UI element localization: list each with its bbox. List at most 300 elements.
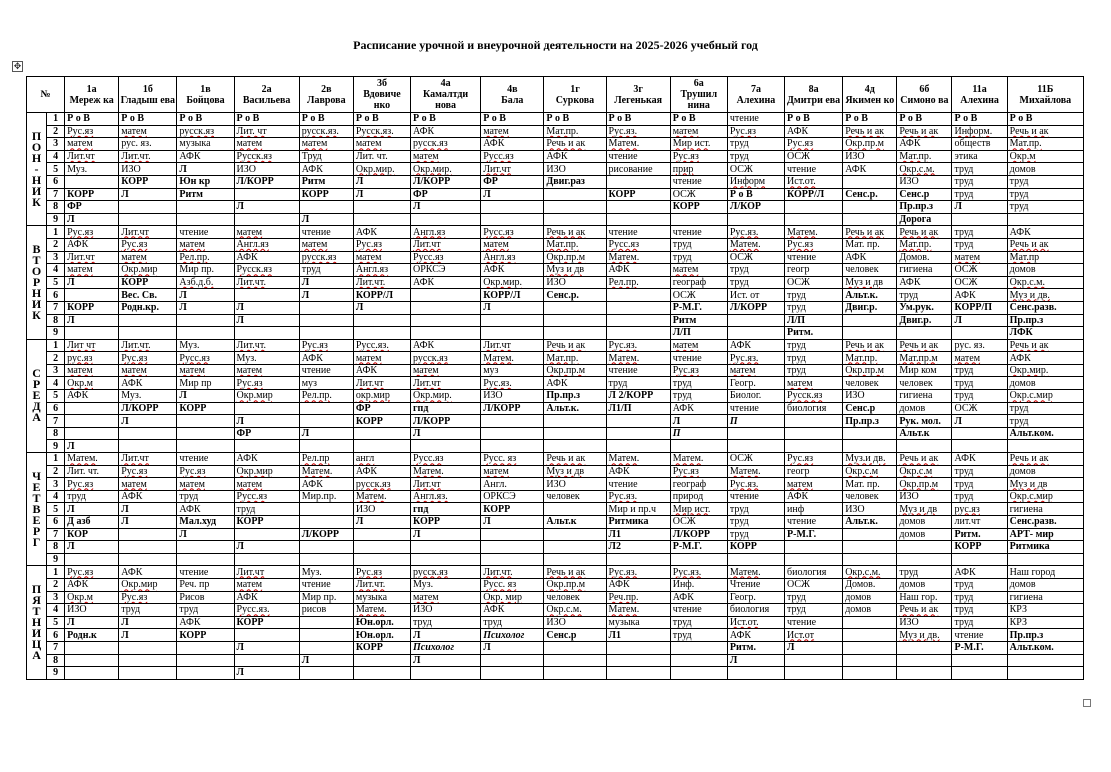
lesson-cell xyxy=(119,667,177,680)
lesson-cell: АФК xyxy=(843,251,897,264)
lesson-cell: Л xyxy=(299,276,353,289)
day-letter: Ц xyxy=(31,637,42,652)
lesson-cell: Муз и дв xyxy=(544,465,606,478)
class-grade: 3б xyxy=(376,78,387,89)
lesson-number: 3 xyxy=(47,591,65,604)
lesson-cell: чтение xyxy=(299,578,353,591)
lesson-cell: Русс.яз xyxy=(411,453,481,466)
lesson-cell: Р о В xyxy=(1007,113,1083,126)
lesson-cell: Рус.яз. xyxy=(606,490,670,503)
lesson-cell: Окр.с.м. xyxy=(544,604,606,617)
lesson-cell xyxy=(353,201,410,214)
lesson-cell: Рус.яз xyxy=(670,364,727,377)
lesson-cell xyxy=(177,641,234,654)
lesson-cell xyxy=(727,314,784,327)
lesson-cell: АФК xyxy=(1007,226,1083,239)
lesson-number: 4 xyxy=(47,150,65,163)
lesson-cell: природ xyxy=(670,490,727,503)
lesson-cell xyxy=(606,415,670,428)
lesson-row xyxy=(27,553,1084,566)
lesson-cell: Ритм xyxy=(299,175,353,188)
day-letter: Е xyxy=(32,388,41,403)
lesson-cell: КОРР xyxy=(481,503,544,516)
lesson-cell: ФР xyxy=(411,188,481,201)
class-grade: 11а xyxy=(972,83,987,95)
lesson-cell: этика xyxy=(952,150,1007,163)
lesson-cell: ИЗО xyxy=(544,616,606,629)
lesson-cell: чтение xyxy=(952,629,1007,642)
lesson-cell: Речь и ак xyxy=(544,138,606,151)
lesson-cell xyxy=(119,213,177,226)
lesson-row xyxy=(27,629,1084,642)
lesson-cell: Л/КОРР xyxy=(411,415,481,428)
lesson-cell: Окр.пр.м xyxy=(544,364,606,377)
lesson-cell: АФК xyxy=(234,591,299,604)
lesson-cell: Мат.пр. xyxy=(544,238,606,251)
lesson-cell xyxy=(897,553,952,566)
lesson-cell: труд xyxy=(952,478,1007,491)
lesson-cell: человек xyxy=(843,377,897,390)
lesson-cell: Л xyxy=(353,175,410,188)
lesson-cell: Ист. от xyxy=(727,289,784,302)
lesson-cell: труд xyxy=(481,616,544,629)
lesson-cell xyxy=(843,629,897,642)
lesson-cell: Рук. мол. xyxy=(897,415,952,428)
class-grade: 7а xyxy=(750,83,761,95)
lesson-cell: Окр.пр.м xyxy=(544,251,606,264)
lesson-cell: Мат.пр.м xyxy=(897,352,952,365)
lesson-cell: Альт.к. xyxy=(544,402,606,415)
lesson-number: 5 xyxy=(47,390,65,403)
lesson-cell: Л xyxy=(119,516,177,529)
lesson-cell: ОСЖ xyxy=(670,516,727,529)
class-grade: 4в xyxy=(507,83,518,95)
lesson-cell xyxy=(1007,440,1083,453)
lesson-cell: Речь и ак xyxy=(544,566,606,579)
lesson-cell xyxy=(544,641,606,654)
lesson-cell: Окр.с.мир xyxy=(1007,490,1083,503)
lesson-row xyxy=(27,125,1084,138)
lesson-cell xyxy=(670,641,727,654)
lesson-row xyxy=(27,213,1084,226)
lesson-cell xyxy=(177,201,234,214)
table-resize-handle-icon[interactable] xyxy=(1083,699,1091,707)
lesson-cell xyxy=(843,314,897,327)
lesson-cell: Матем. xyxy=(727,465,784,478)
lesson-cell xyxy=(785,667,843,680)
lesson-cell xyxy=(897,440,952,453)
lesson-cell: матем xyxy=(481,125,544,138)
number-header: № xyxy=(27,77,65,113)
lesson-cell: чтение xyxy=(177,566,234,579)
lesson-cell: Сенс.разв. xyxy=(1007,516,1083,529)
lesson-cell: Лит.чт xyxy=(65,251,119,264)
lesson-row xyxy=(27,251,1084,264)
table-move-handle-icon[interactable]: ✥ xyxy=(13,61,22,71)
lesson-cell: Речь и ак xyxy=(1007,339,1083,352)
class-header xyxy=(1007,77,1083,113)
lesson-cell: ИЗО xyxy=(897,616,952,629)
lesson-row xyxy=(27,276,1084,289)
day-letter: А xyxy=(32,410,41,425)
lesson-cell: труд xyxy=(952,604,1007,617)
lesson-row xyxy=(27,289,1084,302)
lesson-cell: гигиена xyxy=(1007,591,1083,604)
lesson-cell: АФК xyxy=(670,402,727,415)
lesson-cell: АФК xyxy=(353,226,410,239)
lesson-cell: рисов xyxy=(299,604,353,617)
lesson-cell: Юн.орл. xyxy=(353,629,410,642)
lesson-cell: АФК xyxy=(1007,352,1083,365)
lesson-cell: чтение xyxy=(177,453,234,466)
lesson-cell: ФР xyxy=(353,402,410,415)
lesson-cell: Рус.яз. xyxy=(481,377,544,390)
lesson-cell: АФК xyxy=(544,377,606,390)
lesson-cell: Мир пр xyxy=(177,377,234,390)
class-header xyxy=(481,77,544,113)
lesson-number: 6 xyxy=(47,289,65,302)
lesson-cell xyxy=(952,553,1007,566)
lesson-cell: Англ. xyxy=(481,478,544,491)
lesson-cell xyxy=(544,528,606,541)
lesson-cell: Пр.пр.з xyxy=(897,201,952,214)
lesson-cell xyxy=(481,201,544,214)
class-grade: 2а xyxy=(261,83,272,95)
day-letter: Р xyxy=(32,523,41,538)
lesson-cell: АФК xyxy=(411,125,481,138)
lesson-cell: АФК xyxy=(411,339,481,352)
lesson-cell: АФК xyxy=(843,163,897,176)
lesson-cell: Л xyxy=(353,188,410,201)
lesson-cell: Матем. xyxy=(606,352,670,365)
lesson-number: 1 xyxy=(47,226,65,239)
lesson-cell: Пр.пр.з xyxy=(843,415,897,428)
lesson-cell: труд xyxy=(785,604,843,617)
lesson-cell: КОРР xyxy=(606,188,670,201)
lesson-cell: ОРКСЭ xyxy=(411,264,481,277)
lesson-cell: Мир ком xyxy=(897,364,952,377)
header-row xyxy=(27,77,1084,113)
lesson-row xyxy=(27,591,1084,604)
lesson-cell: Мир пр. xyxy=(299,591,353,604)
lesson-cell: АФК xyxy=(952,566,1007,579)
lesson-row xyxy=(27,377,1084,390)
lesson-cell: человек xyxy=(897,377,952,390)
lesson-cell: домов xyxy=(897,578,952,591)
day-letter: Н xyxy=(31,615,42,630)
lesson-cell: Мир ист. xyxy=(670,503,727,516)
lesson-cell xyxy=(843,616,897,629)
lesson-cell: матем xyxy=(65,364,119,377)
lesson-number: 4 xyxy=(47,604,65,617)
lesson-cell: географ xyxy=(670,276,727,289)
lesson-cell: Инф. xyxy=(670,578,727,591)
lesson-cell: ИЗО xyxy=(544,276,606,289)
lesson-cell xyxy=(65,289,119,302)
lesson-row xyxy=(27,402,1084,415)
lesson-cell: Рел.пр xyxy=(299,453,353,466)
lesson-cell: труд xyxy=(670,616,727,629)
lesson-cell: чтение xyxy=(670,226,727,239)
lesson-row xyxy=(27,490,1084,503)
lesson-cell: Матем. xyxy=(65,453,119,466)
lesson-cell: лит.чт xyxy=(952,516,1007,529)
lesson-cell xyxy=(785,553,843,566)
lesson-cell: Мат. пр. xyxy=(843,238,897,251)
lesson-cell: АФК xyxy=(411,276,481,289)
lesson-cell: Русс.яз. xyxy=(353,339,410,352)
lesson-row xyxy=(27,578,1084,591)
lesson-cell xyxy=(606,289,670,302)
lesson-cell: труд xyxy=(727,150,784,163)
lesson-cell: биология xyxy=(785,402,843,415)
lesson-cell: Рус.яз xyxy=(670,150,727,163)
lesson-cell: Окр.м xyxy=(65,377,119,390)
lesson-cell: Л/П xyxy=(785,314,843,327)
lesson-cell: Лит.чт xyxy=(234,566,299,579)
lesson-cell: домов xyxy=(1007,264,1083,277)
lesson-cell xyxy=(299,516,353,529)
lesson-row xyxy=(27,201,1084,214)
lesson-cell: ИЗО xyxy=(544,478,606,491)
lesson-cell: Рус.яз xyxy=(670,465,727,478)
lesson-row xyxy=(27,113,1084,126)
lesson-cell: Л xyxy=(481,641,544,654)
lesson-cell: Чтение xyxy=(727,578,784,591)
lesson-cell xyxy=(481,415,544,428)
day-letter: И xyxy=(31,626,42,641)
lesson-cell: Р о В xyxy=(481,113,544,126)
lesson-number: 4 xyxy=(47,377,65,390)
lesson-cell: Рус.яз xyxy=(234,377,299,390)
lesson-cell: Матем. xyxy=(606,138,670,151)
lesson-cell xyxy=(785,201,843,214)
lesson-cell: Окр.с.м xyxy=(897,465,952,478)
lesson-cell xyxy=(606,327,670,340)
lesson-cell: Мат.пр. xyxy=(897,150,952,163)
lesson-cell: ИЗО xyxy=(843,390,897,403)
lesson-cell: труд xyxy=(952,163,1007,176)
lesson-cell xyxy=(481,541,544,554)
lesson-cell: Альт.ком. xyxy=(1007,641,1083,654)
lesson-cell: Ум.рук. xyxy=(897,301,952,314)
lesson-cell: Мат.пр. xyxy=(897,238,952,251)
lesson-cell xyxy=(234,440,299,453)
lesson-cell: Рус.яз xyxy=(119,352,177,365)
lesson-cell: Л xyxy=(353,301,410,314)
lesson-cell: Р о В xyxy=(785,113,843,126)
lesson-cell: матем xyxy=(234,226,299,239)
lesson-cell: Альт.к. xyxy=(843,516,897,529)
lesson-cell: труд xyxy=(952,591,1007,604)
lesson-cell: Англ.яз xyxy=(234,238,299,251)
lesson-cell: Л xyxy=(234,301,299,314)
lesson-row xyxy=(27,339,1084,352)
lesson-cell: Окр.с.м. xyxy=(1007,276,1083,289)
lesson-cell: Лит.чт. xyxy=(119,339,177,352)
lesson-cell: АФК xyxy=(65,238,119,251)
lesson-cell xyxy=(411,440,481,453)
lesson-cell: Речь и ак xyxy=(897,125,952,138)
lesson-cell: труд xyxy=(785,339,843,352)
lesson-cell: ИЗО xyxy=(411,604,481,617)
lesson-cell: ИЗО xyxy=(544,163,606,176)
lesson-cell: Л xyxy=(65,314,119,327)
lesson-row xyxy=(27,641,1084,654)
lesson-cell: Азб.д.б. xyxy=(177,276,234,289)
lesson-cell: Ритмика xyxy=(606,516,670,529)
lesson-cell xyxy=(606,213,670,226)
lesson-cell xyxy=(606,641,670,654)
class-grade: 3г xyxy=(633,83,643,95)
lesson-cell xyxy=(299,503,353,516)
lesson-number: 7 xyxy=(47,528,65,541)
lesson-cell: Муз и дв xyxy=(897,503,952,516)
class-grade: 4д xyxy=(864,83,875,95)
lesson-cell: АФК xyxy=(65,390,119,403)
lesson-cell: Л xyxy=(481,516,544,529)
lesson-cell: Речь и ак xyxy=(897,226,952,239)
lesson-row xyxy=(27,478,1084,491)
lesson-cell: Л xyxy=(411,629,481,642)
lesson-cell: матем xyxy=(65,264,119,277)
lesson-cell: труд xyxy=(897,566,952,579)
lesson-cell xyxy=(606,314,670,327)
lesson-cell: труд xyxy=(952,238,1007,251)
lesson-cell: Лит.чт. xyxy=(481,566,544,579)
lesson-cell xyxy=(897,667,952,680)
class-grade: 6а xyxy=(693,78,704,89)
lesson-cell: труд xyxy=(952,578,1007,591)
lesson-number: 5 xyxy=(47,616,65,629)
lesson-cell: Л xyxy=(234,201,299,214)
lesson-cell: Л xyxy=(234,314,299,327)
lesson-cell: матем xyxy=(353,138,410,151)
lesson-cell xyxy=(177,213,234,226)
lesson-cell: АФК xyxy=(119,566,177,579)
lesson-row xyxy=(27,264,1084,277)
lesson-cell: Л2 xyxy=(606,541,670,554)
lesson-number: 7 xyxy=(47,641,65,654)
class-grade: 8а xyxy=(808,83,819,95)
lesson-cell: Муз.и дв. xyxy=(843,453,897,466)
lesson-row xyxy=(27,566,1084,579)
lesson-cell xyxy=(234,654,299,667)
lesson-cell: Окр.с.м xyxy=(843,465,897,478)
lesson-cell: Русск.яз. xyxy=(353,125,410,138)
lesson-cell: матем xyxy=(65,138,119,151)
lesson-cell xyxy=(353,440,410,453)
lesson-cell: Двиг.р. xyxy=(897,314,952,327)
lesson-number: 1 xyxy=(47,339,65,352)
lesson-cell: Р о В xyxy=(897,113,952,126)
class-grade: 1г xyxy=(570,83,580,95)
lesson-cell: Юн кр xyxy=(177,175,234,188)
lesson-cell xyxy=(177,440,234,453)
lesson-cell: Муз и дв. xyxy=(1007,289,1083,302)
class-grade: 1а xyxy=(86,83,97,95)
lesson-cell: ИЗО xyxy=(843,503,897,516)
lesson-cell: домов xyxy=(843,591,897,604)
lesson-cell: труд xyxy=(785,301,843,314)
lesson-cell: Англ.яз xyxy=(411,226,481,239)
lesson-cell: Муз. xyxy=(299,566,353,579)
day-letter: Н xyxy=(31,172,42,187)
lesson-cell xyxy=(299,201,353,214)
lesson-cell xyxy=(544,201,606,214)
lesson-number: 3 xyxy=(47,478,65,491)
lesson-cell: Лит.чт xyxy=(65,150,119,163)
class-teacher: Дмитри ева xyxy=(787,94,841,106)
lesson-cell: чтение xyxy=(727,113,784,126)
lesson-cell xyxy=(353,427,410,440)
lesson-row xyxy=(27,415,1084,428)
lesson-cell: Л xyxy=(177,301,234,314)
lesson-cell: Рус.яз xyxy=(65,125,119,138)
lesson-cell: Русс.яз xyxy=(411,251,481,264)
lesson-cell xyxy=(606,553,670,566)
lesson-cell: Л xyxy=(353,516,410,529)
lesson-cell: ИЗО xyxy=(481,390,544,403)
lesson-cell xyxy=(952,654,1007,667)
lesson-cell xyxy=(65,427,119,440)
lesson-number: 4 xyxy=(47,264,65,277)
lesson-cell: Л/КОРР xyxy=(481,402,544,415)
lesson-cell: Альт.к xyxy=(544,516,606,529)
lesson-cell: Окр. мир xyxy=(481,591,544,604)
lesson-cell xyxy=(785,541,843,554)
lesson-cell xyxy=(843,201,897,214)
lesson-cell: домов xyxy=(897,528,952,541)
lesson-cell xyxy=(544,427,606,440)
lesson-cell xyxy=(234,402,299,415)
day-letter: Е xyxy=(32,479,41,494)
lesson-cell: труд xyxy=(299,264,353,277)
lesson-cell: Психолог xyxy=(481,629,544,642)
lesson-cell xyxy=(843,667,897,680)
lesson-cell: Д азб xyxy=(65,516,119,529)
lesson-row xyxy=(27,327,1084,340)
lesson-cell xyxy=(411,213,481,226)
lesson-cell: Рус.яз xyxy=(727,125,784,138)
lesson-cell: Муз и дв xyxy=(544,264,606,277)
lesson-cell: Сенс.р. xyxy=(544,289,606,302)
lesson-cell: Рус.яз. xyxy=(670,566,727,579)
lesson-cell: Окр.с.мир xyxy=(1007,390,1083,403)
day-letter: О xyxy=(31,139,42,154)
lesson-cell: ФР xyxy=(234,427,299,440)
day-letter: Я xyxy=(32,593,41,608)
lesson-cell: Двиг.р. xyxy=(843,301,897,314)
class-teacher: Суркова xyxy=(555,94,595,106)
lesson-number: 9 xyxy=(47,213,65,226)
lesson-row xyxy=(27,314,1084,327)
lesson-cell xyxy=(606,440,670,453)
lesson-cell: Матем. xyxy=(299,465,353,478)
day-letter: К xyxy=(32,308,41,323)
lesson-cell xyxy=(481,213,544,226)
lesson-cell xyxy=(299,667,353,680)
lesson-cell xyxy=(353,541,410,554)
lesson-cell xyxy=(299,415,353,428)
lesson-number: 7 xyxy=(47,301,65,314)
lesson-cell: АФК xyxy=(606,578,670,591)
class-teacher: Вдовиче нко xyxy=(363,89,401,111)
lesson-cell: труд xyxy=(670,377,727,390)
lesson-cell: рус.яз xyxy=(952,503,1007,516)
lesson-cell: Дорога xyxy=(897,213,952,226)
class-header xyxy=(65,77,119,113)
